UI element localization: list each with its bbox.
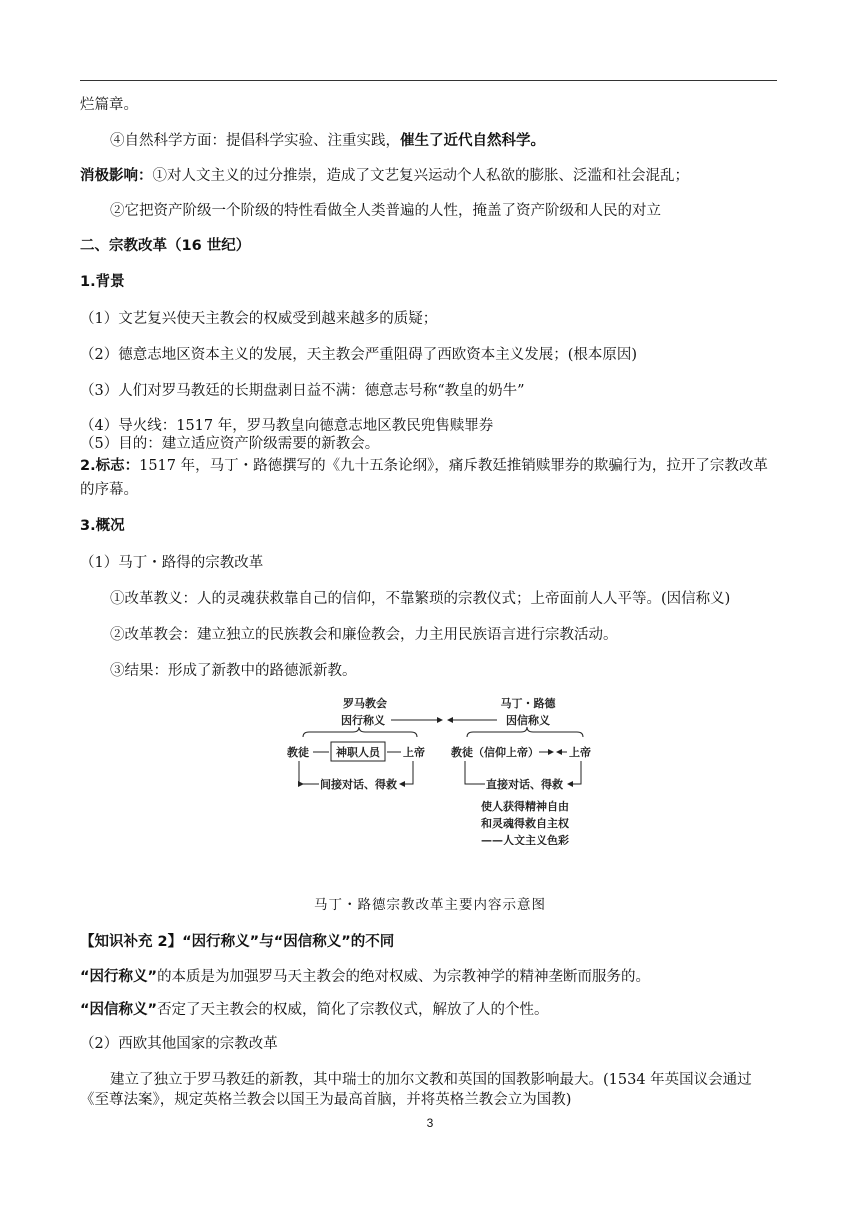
text-line: “因信称义”否定了天主教会的权威，简化了宗教仪式，解放了人的个性。 — [80, 1002, 549, 1018]
text-line: “因行称义”的本质是为加强罗马天主教会的绝对权威、为宗教神学的精神垄断而服务的。 — [80, 969, 651, 985]
text-line: ②它把资产阶级一个阶级的特性看做全人类普遍的人性，掩盖了资产阶级和人民的对立 — [110, 203, 661, 219]
arrow-head — [447, 717, 453, 723]
subsection-heading: 1.背景 — [80, 274, 125, 290]
diagram-label: 直接对话、得救 — [486, 778, 563, 791]
connector-line — [299, 761, 319, 784]
text-line: ④自然科学方面：提倡科学实验、注重实践，催生了近代自然科学。 — [110, 133, 545, 149]
text-line: （2）西欧其他国家的宗教改革 — [80, 1036, 278, 1052]
diagram-label: 神职人员 — [336, 746, 380, 759]
connector-line — [465, 761, 485, 784]
arrow-head — [399, 781, 405, 787]
arrow-head — [437, 717, 443, 723]
diagram-label: 教徒（信仰上帝） — [451, 746, 539, 759]
knowledge-supplement-title: 【知识补充 2】“因行称义”与“因信称义”的不同 — [80, 934, 395, 950]
text-line: 消极影响：①对人文主义的过分推崇，造成了文艺复兴运动个人私欲的膨胀、泛滥和社会混乱； — [80, 168, 689, 184]
text-line: ①改革教义：人的灵魂获救靠自己的信仰，不靠繁琐的宗教仪式；上帝面前人人平等。(因信称义) — [110, 591, 731, 607]
text-line: 烂篇章。 — [80, 97, 138, 113]
diagram-label: 因信称义 — [506, 714, 550, 727]
diagram-label: ——人文主义色彩 — [481, 834, 569, 845]
right-brace — [467, 727, 583, 737]
diagram-label: 使人获得精神自由 — [481, 800, 569, 813]
connector-line — [571, 761, 581, 784]
diagram-label: 间接对话、得救 — [320, 778, 397, 791]
text-line: ③结果：形成了新教中的路德派新教。 — [110, 663, 357, 679]
luther-reform-diagram — [285, 695, 605, 845]
diagram-label: 上帝 — [403, 746, 425, 759]
text-line: （1）文艺复兴使天主教会的权威受到越来越多的质疑； — [80, 311, 438, 327]
text-line: （4）导火线：1517 年，罗马教皇向德意志地区教民兜售赎罪券 — [80, 418, 494, 434]
text-line: （2）德意志地区资本主义的发展，天主教会严重阻碍了西欧资本主义发展；(根本原因) — [80, 347, 638, 363]
text-line: 建立了独立于罗马教廷的新教，其中瑞士的加尔文教和英国的国教影响最大。(1534 年英国议会通过 — [110, 1072, 752, 1088]
figure-caption: 马丁・路德宗教改革主要内容示意图 — [314, 897, 546, 913]
diagram-label: 上帝 — [569, 746, 591, 759]
paragraph: 2.标志：1517 年，马丁・路德撰写的《九十五条论纲》，痛斥教廷推销赎罪券的欺骗行为，拉开了宗教改革的序幕。 — [80, 458, 768, 498]
arrow-head — [298, 781, 304, 787]
diagram-label: 马丁・路德 — [500, 697, 556, 710]
page-number: 3 — [426, 1116, 434, 1130]
diagram-label: 因行称义 — [341, 714, 385, 727]
arrow-head — [548, 749, 554, 755]
diagram-label: 和灵魂得救自主权 — [481, 817, 569, 830]
text-line: （5）目的：建立适应资产阶级需要的新教会。 — [80, 436, 380, 452]
connector-line — [403, 761, 413, 784]
diagram-label: 罗马教会 — [343, 697, 387, 710]
text-line: （3）人们对罗马教廷的长期盘剥日益不满：德意志号称“教皇的奶牛” — [80, 383, 525, 399]
header-rule — [80, 80, 777, 81]
text-line: ②改革教会：建立独立的民族教会和廉俭教会，力主用民族语言进行宗教活动。 — [110, 627, 618, 643]
diagram-label: 教徒 — [287, 746, 309, 759]
section-heading: 二、宗教改革（16 世纪） — [80, 238, 251, 254]
text-line: （1）马丁・路得的宗教改革 — [80, 555, 264, 571]
arrow-head — [567, 781, 573, 787]
text-line: 《至尊法案》，规定英格兰教会以国王为最高首脑，并将英格兰教会立为国教) — [80, 1092, 572, 1108]
left-brace — [303, 727, 417, 737]
subsection-heading: 3.概况 — [80, 518, 125, 534]
